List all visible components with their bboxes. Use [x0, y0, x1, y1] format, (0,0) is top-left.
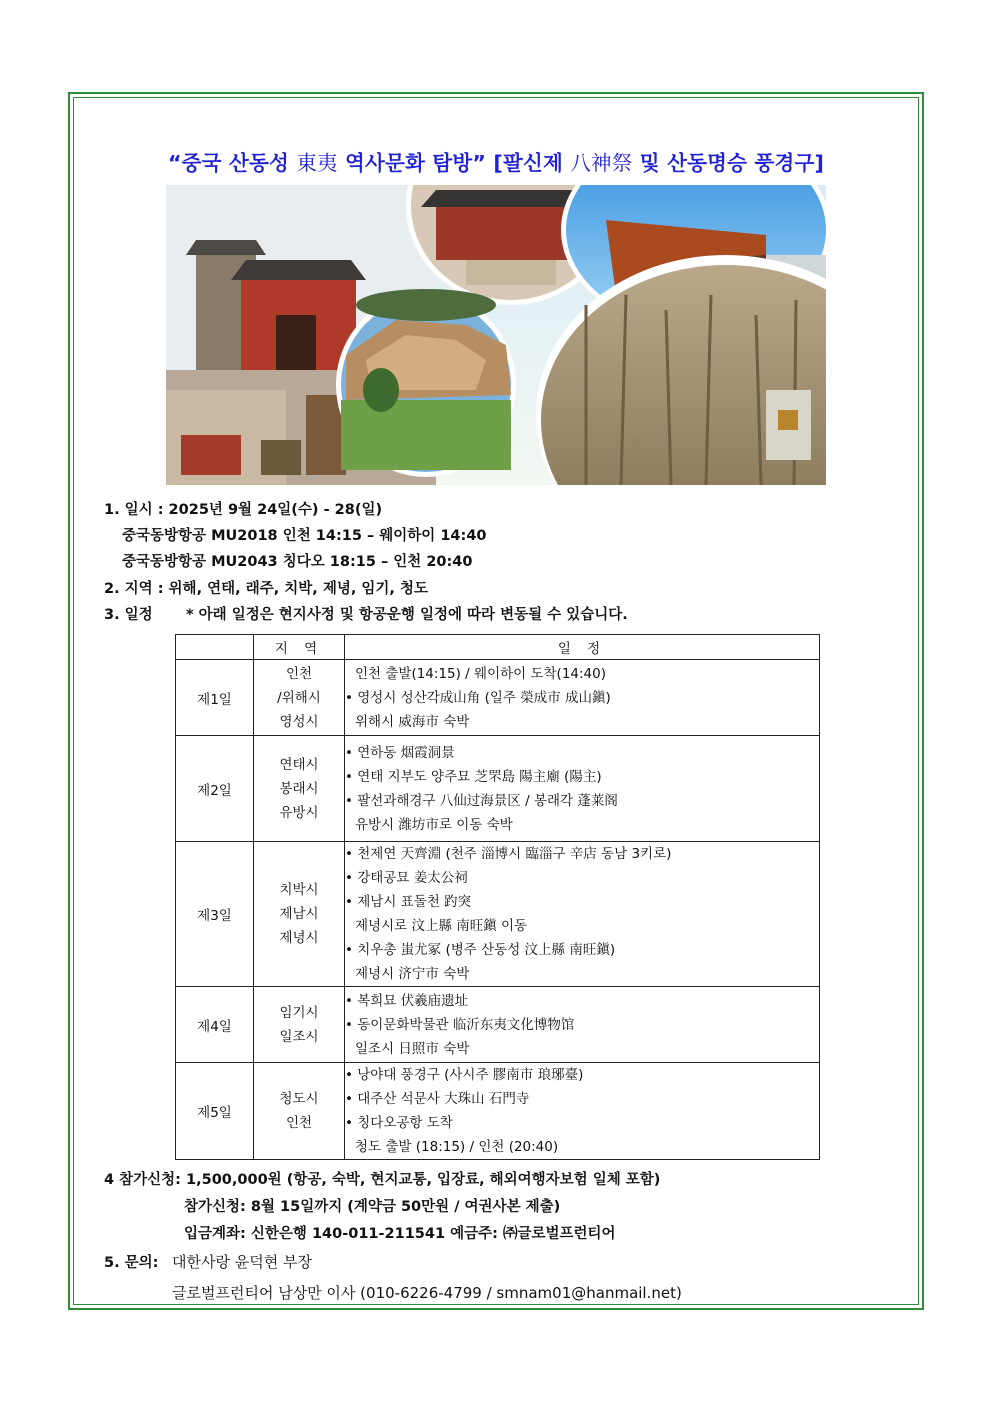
- plan-item: • 대주산 석문사 大珠山 石門寺: [345, 1087, 819, 1111]
- region-cell: [254, 987, 345, 1063]
- region-name: 영성시: [279, 713, 319, 730]
- photo-collage: [166, 185, 826, 485]
- region-name: 일조시: [279, 1028, 319, 1045]
- region-name: 연태시: [279, 756, 319, 773]
- plan-item: • 연태 지부도 양주묘 芝罘島 陽主廟 (陽主): [345, 765, 819, 789]
- plan-item: 제녕시 济宁市 숙박: [355, 966, 470, 982]
- flight-outbound: 중국동방항공 MU2018 인천 14:15 – 웨이하이 14:40: [122, 528, 487, 544]
- plan-cell: [345, 987, 820, 1063]
- plan-cell: [345, 736, 820, 842]
- table-row: [176, 842, 820, 987]
- plan-item: • 강태공묘 姜太公祠: [345, 866, 819, 890]
- plan-item: 인천 출발(14:15) / 웨이하이 도착(14:40): [355, 665, 607, 682]
- header-plan: 일 정: [345, 635, 820, 660]
- contact-label: 5. 문의:: [104, 1255, 159, 1271]
- header-blank: [176, 635, 254, 660]
- region-cell: [254, 842, 345, 987]
- title-hanja-2: 八神祭: [570, 151, 633, 175]
- day-cell: 제2일: [176, 736, 254, 842]
- account-line: 입금계좌: 신한은행 140-011-211541 예금주: ㈜글로벌프런티어: [184, 1226, 616, 1242]
- title-part-2: 역사문화 탐방” [팔신제: [337, 151, 571, 175]
- day-cell: 제1일: [176, 660, 254, 736]
- title-hanja-1: 東夷: [296, 151, 338, 175]
- title-part-3: 및 산동명승 풍경구]: [632, 151, 825, 175]
- plan-cell: [345, 1063, 820, 1160]
- schedule-note: * 아래 일정은 현지사정 및 항공운행 일정에 따라 변동될 수 있습니다.: [186, 607, 628, 623]
- region-name: 인천: [285, 665, 313, 682]
- plan-item: • 치우총 蚩尤冢 (병주 산동성 汶上縣 南旺鎭): [345, 938, 819, 962]
- region-name: 치박시: [279, 882, 319, 898]
- region-line: 2. 지역 : 위해, 연태, 래주, 치박, 제녕, 임기, 청도: [104, 581, 428, 597]
- schedule-body: [176, 660, 820, 1160]
- plan-item: • 팔선과해경구 八仙过海景区 / 봉래각 蓬莱阁: [345, 789, 819, 813]
- plan-item: 위해시 威海市 숙박: [355, 713, 470, 730]
- region-name: 제남시: [279, 906, 319, 922]
- plan-item: • 연하동 烟霞洞景: [345, 741, 819, 765]
- plan-item: • 제남시 표돌천 趵突: [345, 890, 819, 914]
- region-cell: [254, 660, 345, 736]
- page-title: [0, 146, 992, 176]
- region-name: 제녕시: [279, 930, 319, 946]
- day-cell: 제5일: [176, 1063, 254, 1160]
- deadline-line: 참가신청: 8월 15일까지 (계약금 50만원 / 여권사본 제출): [184, 1199, 561, 1215]
- fee-line: 4 참가신청: 1,500,000원 (항공, 숙박, 현지교통, 입장료, 해외여행자보험 일체 포함): [104, 1172, 661, 1188]
- region-name: /위해시: [277, 689, 321, 706]
- plan-item: • 영성시 성산각成山角 (일주 榮成市 成山鎭): [345, 686, 819, 710]
- table-row: [176, 987, 820, 1063]
- header-region: 지 역: [254, 635, 345, 660]
- collage-graphic: [166, 185, 826, 485]
- table-row: [176, 1063, 820, 1160]
- day-cell: 제4일: [176, 987, 254, 1063]
- plan-item: 제녕시로 汶上縣 南旺鎭 이동: [355, 918, 528, 934]
- contact-person-1: 대한사랑 윤덕현 부장: [172, 1253, 312, 1271]
- region-name: 인천: [285, 1115, 313, 1131]
- plan-item: 유방시 潍坊市로 이동 숙박: [355, 816, 513, 833]
- plan-item: 청도 출발 (18:15) / 인천 (20:40): [355, 1139, 559, 1155]
- plan-cell: [345, 660, 820, 736]
- plan-item: • 천제연 天齊淵 (천주 淄博시 臨淄구 辛店 동남 3키로): [345, 842, 819, 866]
- plan-cell: [345, 842, 820, 987]
- date-line: 1. 일시 : 2025년 9월 24일(수) - 28(일): [104, 502, 383, 518]
- region-name: 청도시: [279, 1091, 319, 1107]
- day-cell: 제3일: [176, 842, 254, 987]
- table-header-row: [176, 635, 820, 660]
- flight-return: 중국동방항공 MU2043 칭다오 18:15 – 인천 20:40: [122, 554, 473, 570]
- table-row: [176, 736, 820, 842]
- table-row: [176, 660, 820, 736]
- region-cell: [254, 1063, 345, 1160]
- plan-item: • 칭다오공항 도착: [345, 1111, 819, 1135]
- plan-item: 일조시 日照市 숙박: [355, 1040, 470, 1057]
- schedule-label: 3. 일정: [104, 607, 153, 623]
- region-name: 봉래시: [279, 780, 319, 797]
- schedule-table: [175, 634, 820, 1160]
- plan-item: • 낭야대 풍경구 (사시주 膠南市 琅琊臺): [345, 1063, 819, 1087]
- region-cell: [254, 736, 345, 842]
- plan-item: • 복희묘 伏羲庙遗址: [345, 989, 819, 1013]
- title-part-1: “중국 산동성: [167, 151, 297, 175]
- plan-item: • 동이문화박물관 临沂东夷文化博物馆: [345, 1013, 819, 1037]
- region-name: 유방시: [279, 804, 319, 821]
- region-name: 임기시: [279, 1004, 319, 1021]
- contact-person-2: 글로벌프런티어 남상만 이사 (010-6226-4799 / smnam01@hanmail.net): [172, 1284, 682, 1302]
